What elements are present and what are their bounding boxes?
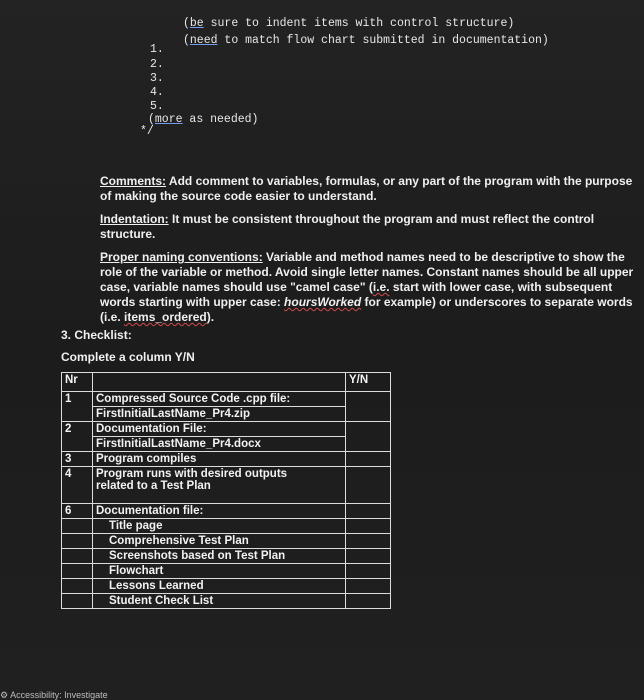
checklist-table (61, 372, 391, 609)
indentation-heading: Indentation: (100, 212, 169, 226)
row-number: 1 (62, 392, 93, 422)
row-yn-cell[interactable] (346, 579, 391, 594)
indentation-text: It must be consistent throughout the program and must reflect the control structure. (100, 212, 595, 241)
code-list-item: 2. (150, 58, 164, 71)
code-line-indent: (be sure to indent items with control structure) (183, 17, 515, 30)
code-list-item: 4. (150, 86, 164, 99)
checklist-instruction: Complete a column Y/N (61, 350, 195, 364)
row-item: Program runs with desired outputs related to a Test Plan (93, 467, 346, 504)
code-list-item: 5. (150, 100, 164, 113)
row-number: 3 (62, 452, 93, 467)
row-number: 2 (62, 422, 93, 452)
comments-paragraph (100, 174, 640, 204)
naming-paragraph: Proper naming conventions: Variable and method names need to be descriptive to show the role of the variable or method. Avoid single letter names. Constant names should be all upper case, variable names should use "camel case" (i.e. start with lower case, with subsequent words starting with upper case: hoursWorked for example) or underscores to separate words (i.e. items_ordered). (100, 250, 634, 324)
accessibility-icon: ⚙ (0, 690, 9, 700)
row-item: Documentation file: (93, 504, 346, 519)
comments-text: Add comment to variables, formulas, or any part of the program with the purpose of making the source code easier to understand. (100, 174, 633, 203)
code-line-flowchart: (need to match flow chart submitted in documentation) (183, 34, 549, 47)
row-subitem: Lessons Learned (93, 579, 346, 594)
table-header-row (62, 373, 391, 392)
row-yn-cell[interactable] (346, 594, 391, 609)
table-row (62, 452, 391, 467)
code-line-more: (more as needed) (148, 113, 259, 126)
table-row (62, 579, 391, 594)
code-list-item: 3. (150, 72, 164, 85)
table-row (62, 407, 391, 422)
table-row (62, 504, 391, 519)
table-row (62, 534, 391, 549)
column-header-yn: Y/N (346, 373, 391, 392)
row-item: Documentation File: (93, 422, 346, 437)
row-yn-cell[interactable] (346, 519, 391, 534)
row-number: 6 (62, 504, 93, 519)
row-yn-cell[interactable] (346, 549, 391, 564)
code-list-item: 1. (150, 43, 164, 56)
row-item-detail: FirstInitialLastName_Pr4.docx (93, 437, 346, 452)
code-comment-close: */ (140, 125, 154, 138)
table-row (62, 392, 391, 407)
row-yn-cell[interactable] (346, 392, 391, 422)
row-yn-cell[interactable] (346, 504, 391, 519)
row-yn-cell[interactable] (346, 564, 391, 579)
comments-heading: Comments: (100, 174, 167, 188)
row-yn-cell[interactable] (346, 422, 391, 452)
table-row (62, 422, 391, 437)
row-subitem: Flowchart (93, 564, 346, 579)
indentation-paragraph (100, 212, 640, 242)
row-item: Program compiles (93, 452, 346, 467)
row-yn-cell[interactable] (346, 452, 391, 467)
row-subitem: Student Check List (93, 594, 346, 609)
row-item: Compressed Source Code .cpp file: (93, 392, 346, 407)
table-row (62, 519, 391, 534)
table-row (62, 467, 391, 504)
table-row (62, 549, 391, 564)
column-header-item (93, 373, 346, 392)
row-subitem: Comprehensive Test Plan (93, 534, 346, 549)
naming-heading: Proper naming conventions: (100, 250, 263, 264)
row-number: 4 (62, 467, 93, 504)
column-header-nr: Nr (62, 373, 93, 392)
row-subitem: Screenshots based on Test Plan (93, 549, 346, 564)
row-subitem: Title page (93, 519, 346, 534)
accessibility-status[interactable]: ⚙ Accessibility: Investigate (0, 690, 108, 700)
table-row (62, 437, 391, 452)
table-row (62, 564, 391, 579)
checklist-heading: 3. Checklist: (61, 328, 132, 342)
row-yn-cell[interactable] (346, 467, 391, 504)
row-item-detail: FirstInitialLastName_Pr4.zip (93, 407, 346, 422)
table-row (62, 594, 391, 609)
row-yn-cell[interactable] (346, 534, 391, 549)
